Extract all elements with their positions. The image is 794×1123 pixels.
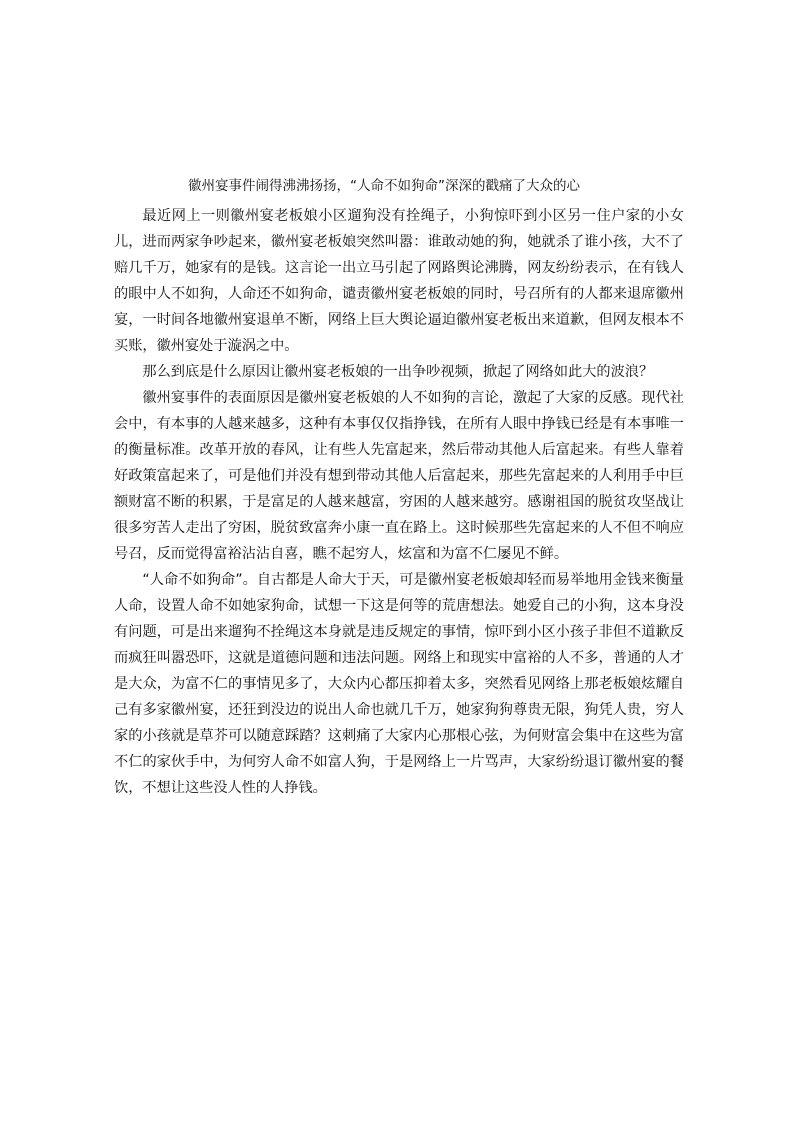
paragraph: 徽州宴事件的表面原因是徽州宴老板娘的人不如狗的言论，激起了大家的反感。现代社会中，有本事的人越来越多，这种有本事仅仅指挣钱，在所有人眼中挣钱已经是有本事唯一的衡量标准。改革开放的春风，让有些人先富起来，然后带动其他人后富起来。有些人靠着好政策富起来了，可是他们并没有想到带动其他人后富起来，那些先富起来的人利用手中巨额财富不断的积累，于是富足的人越来越富，穷困的人越来越穷。感谢祖国的脱贫攻坚战让很多穷苦人走出了穷困，脱贫致富奔小康一直在路上。这时候那些先富起来的人不但不响应号召，反而觉得富裕沾沾自喜，瞧不起穷人，炫富和为富不仁屡见不鲜。	[114, 390, 684, 562]
paragraph: 那么到底是什么原因让徽州宴老板娘的一出争吵视频，掀起了网络如此大的波浪？	[142, 364, 654, 380]
paragraph: “人命不如狗命”。自古都是人命大于天，可是徽州宴老板娘却轻而易举地用金钱来衡量人命，设置人命不如她家狗命，试想一下这是何等的荒唐想法。她爱自己的小狗，这本身没有问题，可是出来遛狗不拴绳这本身就是违反规定的事情，惊吓到小区小孩子非但不道歉反而疯狂叫嚣恐吓，这就是道德问题和违法问题。网络上和现实中富裕的人不多，普通的人才是大众，为富不仁的事情见多了，大众内心都压抑着太多，突然看见网络上那老板娘炫耀自己有多家徽州宴，还狂到没边的说出人命也就几千万，她家狗狗尊贵无限，狗凭人贵，穷人家的小孩就是草芥可以随意踩踏？这刺痛了大家内心那根心弦，为何财富会集中在这些为富不仁的家伙手中，为何穷人命不如富人狗，于是网络上一片骂声，大家纷纷退订徽州宴的餐饮，不想让这些没人性的人挣钱。	[114, 572, 684, 796]
document-body	[114, 203, 684, 801]
document-title: 徽州宴事件闹得沸沸扬扬，“人命不如狗命”深深的戳痛了大众的心	[188, 178, 580, 194]
paragraph: 最近网上一则徽州宴老板娘小区遛狗没有拴绳子，小狗惊吓到小区另一住户家的小女儿，进而两家争吵起来，徽州宴老板娘突然叫嚣：谁敢动她的狗，她就杀了谁小孩，大不了赔几千万，她家有的是钱。这言论一出立马引起了网路舆论沸腾，网友纷纷表示，在有钱人的眼中人不如狗，人命还不如狗命，谴责徽州宴老板娘的同时，号召所有的人都来退席徽州宴，一时间各地徽州宴退单不断，网络上巨大舆论逼迫徽州宴老板出来道歉，但网友根本不买账，徽州宴处于漩涡之中。	[114, 208, 684, 354]
